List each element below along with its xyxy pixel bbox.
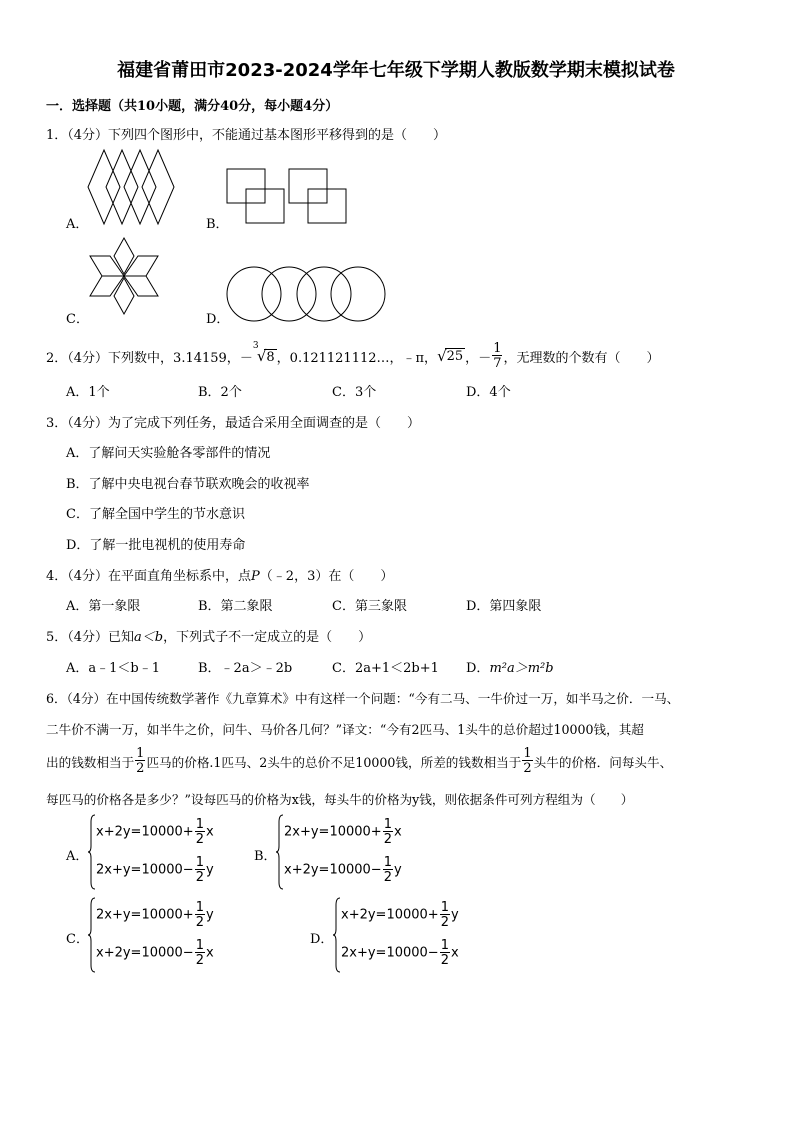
question-6-line1: 6．（4分）在中国传统数学著作《九章算术》中有这样一个问题：“今有二马、一牛价过一万，如半马之价．一马、: [46, 691, 680, 706]
figure-c-star-icon: [88, 236, 160, 316]
frac-numerator: 1: [383, 855, 392, 870]
frac-numerator: 1: [440, 938, 449, 953]
radical-sign-icon: √: [437, 347, 447, 365]
question-3-stem: 3．（4分）为了完成下列任务，最适合采用全面调查的是（ ）: [46, 416, 421, 431]
q5-condition: a＜b: [134, 630, 164, 645]
frac-denominator: 2: [383, 832, 392, 847]
frac-numerator: 1: [195, 855, 204, 870]
half-fraction: [383, 818, 393, 846]
question-6-line4: 每匹马的价格各是多少？”设每匹马的价格为x钱，每头牛的价格为y钱，则依据条件可列方程组为（ ）: [46, 792, 634, 807]
q5-stem-post: ，下列式子不一定成立的是（ ）: [163, 630, 372, 645]
q2-stem-mid2: ，: [465, 350, 479, 366]
half-fraction: [195, 901, 205, 929]
q6-a-eq2: [96, 856, 214, 884]
q2-frac-denominator: 7: [493, 356, 502, 371]
q5-stem-pre: 5．（4分）已知: [46, 630, 135, 645]
q4-option-c: C．第三象限: [332, 599, 407, 614]
question-2-stem: [46, 342, 660, 370]
eq-text: 2x+y=10000−: [341, 945, 439, 961]
radical-sign-icon: √: [256, 347, 267, 365]
q2-stem-mid: ，0.121121112…，﹣π，: [276, 350, 438, 366]
eq-var: y: [205, 907, 214, 923]
eq-var: y: [450, 907, 459, 923]
q6-option-b-label: B．: [254, 849, 277, 864]
q2-frac-numerator: 1: [493, 341, 502, 356]
frac-denominator: 2: [523, 761, 532, 776]
frac-denominator: 2: [195, 915, 204, 930]
q1-option-c-label: C．: [66, 312, 89, 327]
q6-half-fraction-1: [135, 747, 145, 775]
q5-option-b: B．﹣2a＞﹣2b: [198, 661, 293, 676]
half-fraction: [440, 939, 450, 967]
frac-numerator: 1: [195, 817, 204, 832]
half-fraction: [440, 901, 450, 929]
q6-b-eq1: [284, 818, 402, 846]
q2-option-a: A．1个: [66, 385, 110, 400]
frac-numerator: 1: [195, 938, 204, 953]
question-5-stem: [46, 626, 371, 645]
figure-a-diamonds-icon: [86, 148, 176, 226]
eq-text: x+2y=10000+: [341, 907, 439, 923]
q6-c-eq2: [96, 939, 214, 967]
q4-point: P: [251, 569, 260, 584]
brace-icon: [276, 814, 284, 890]
figure-b-squares-icon: [226, 168, 348, 226]
q2-option-c: C．3个: [332, 385, 377, 400]
q4-option-d: D．第四象限: [466, 599, 542, 614]
q6-d-eq2: [341, 939, 459, 967]
half-fraction: [195, 939, 205, 967]
q5-option-a: A．a﹣1＜b﹣1: [66, 661, 161, 676]
frac-denominator: 2: [195, 870, 204, 885]
q6-line3-mid: 匹马的价格.1匹马、2头牛的总价不足10000钱，所差的钱数相当于: [146, 754, 522, 770]
q6-option-c-system: [88, 897, 238, 975]
eq-var: x: [205, 824, 214, 840]
eq-text: x+2y=10000−: [96, 945, 194, 961]
question-1-stem: 1．（4分）下列四个图形中，不能通过基本图形平移得到的是（ ）: [46, 128, 447, 143]
q6-half-fraction-2: [522, 747, 532, 775]
frac-denominator: 2: [440, 953, 449, 968]
brace-icon: [88, 814, 96, 890]
q6-b-eq2: [284, 856, 402, 884]
half-fraction: [195, 856, 205, 884]
q5-option-d-expr: m²a＞m²b: [489, 661, 554, 676]
eq-text: 2x+y=10000+: [96, 907, 194, 923]
q2-fraction: [492, 342, 502, 370]
page-title: 福建省莆田市2023-2024学年七年级下学期人教版数学期末模拟试卷: [117, 60, 675, 81]
q2-option-b: B．2个: [198, 385, 242, 400]
figure-d-circles-icon: [226, 264, 386, 324]
q2-cbrt-value: 8: [266, 350, 275, 365]
q5-option-c: C．2a+1＜2b+1: [332, 661, 439, 676]
frac-denominator: 2: [136, 761, 145, 776]
question-6-line2: 二牛价不满一万，如半牛之价，问牛、马价各几何？”译文：“今有2匹马、1头牛的总价超过10000钱，其超: [46, 722, 644, 737]
eq-var: x: [450, 945, 459, 961]
q3-option-b: B．了解中央电视台春节联欢晚会的收视率: [66, 477, 310, 492]
q2-cbrt-index: 3: [252, 341, 259, 351]
brace-icon: [333, 897, 341, 973]
q6-option-a-label: A．: [66, 849, 89, 864]
q5-option-d-label: D．: [466, 661, 490, 676]
q4-stem-pre: 4．（4分）在平面直角坐标系中，点: [46, 569, 252, 584]
q4-option-a: A．第一象限: [66, 599, 141, 614]
eq-var: y: [205, 862, 214, 878]
q3-option-d: D．了解一批电视机的使用寿命: [66, 538, 246, 553]
eq-text: x+2y=10000+: [96, 824, 194, 840]
q2-option-d: D．4个: [466, 385, 511, 400]
q2-cube-root: [252, 341, 277, 365]
eq-var: x: [205, 945, 214, 961]
q6-option-c-label: C．: [66, 932, 89, 947]
frac-denominator: 2: [195, 953, 204, 968]
q6-option-d-system: [333, 897, 483, 975]
q6-line3-pre: 出的钱数相当于: [46, 754, 135, 770]
q2-cbrt-sign: －: [239, 350, 253, 366]
q6-c-eq1: [96, 901, 214, 929]
half-fraction: [195, 818, 205, 846]
half-fraction: [383, 856, 393, 884]
q1-option-d-label: D．: [206, 312, 230, 327]
q5-option-d: [466, 657, 554, 676]
eq-text: x+2y=10000−: [284, 862, 382, 878]
q1-option-b-label: B．: [206, 217, 229, 232]
frac-numerator: 1: [195, 900, 204, 915]
q3-option-a: A．了解问天实验舱各零部件的情况: [66, 446, 271, 461]
q1-option-a-label: A．: [66, 217, 89, 232]
frac-denominator: 2: [383, 870, 392, 885]
frac-denominator: 2: [195, 832, 204, 847]
frac-numerator: 1: [383, 817, 392, 832]
q6-a-eq1: [96, 818, 214, 846]
q2-stem-pre: 2．（4分）下列数中，3.14159，: [46, 350, 240, 366]
frac-denominator: 2: [440, 915, 449, 930]
eq-text: 2x+y=10000+: [284, 824, 382, 840]
q2-stem-post: ，无理数的个数有（ ）: [503, 350, 660, 366]
q6-line3-post: 头牛的价格．问每头牛、: [533, 754, 673, 770]
q3-option-c: C．了解全国中学生的节水意识: [66, 507, 245, 522]
eq-var: y: [393, 862, 402, 878]
q4-option-b: B．第二象限: [198, 599, 273, 614]
question-6-line3: [46, 746, 672, 776]
frac-numerator: 1: [440, 900, 449, 915]
question-4-stem: [46, 565, 393, 584]
brace-icon: [88, 897, 96, 973]
q6-option-d-label: D．: [310, 932, 334, 947]
q6-option-a-system: [88, 814, 238, 892]
q2-frac-sign: －: [478, 350, 492, 366]
q6-option-b-system: [276, 814, 426, 892]
q4-stem-post: （﹣2，3）在（ ）: [259, 569, 394, 584]
frac-numerator: 1: [136, 746, 145, 761]
frac-numerator: 1: [523, 746, 532, 761]
q2-sqrt-value: 25: [446, 349, 464, 364]
eq-var: x: [393, 824, 402, 840]
section-heading: 一．选择题（共10小题，满分40分，每小题4分）: [46, 99, 339, 114]
q6-d-eq1: [341, 901, 459, 929]
eq-text: 2x+y=10000−: [96, 862, 194, 878]
